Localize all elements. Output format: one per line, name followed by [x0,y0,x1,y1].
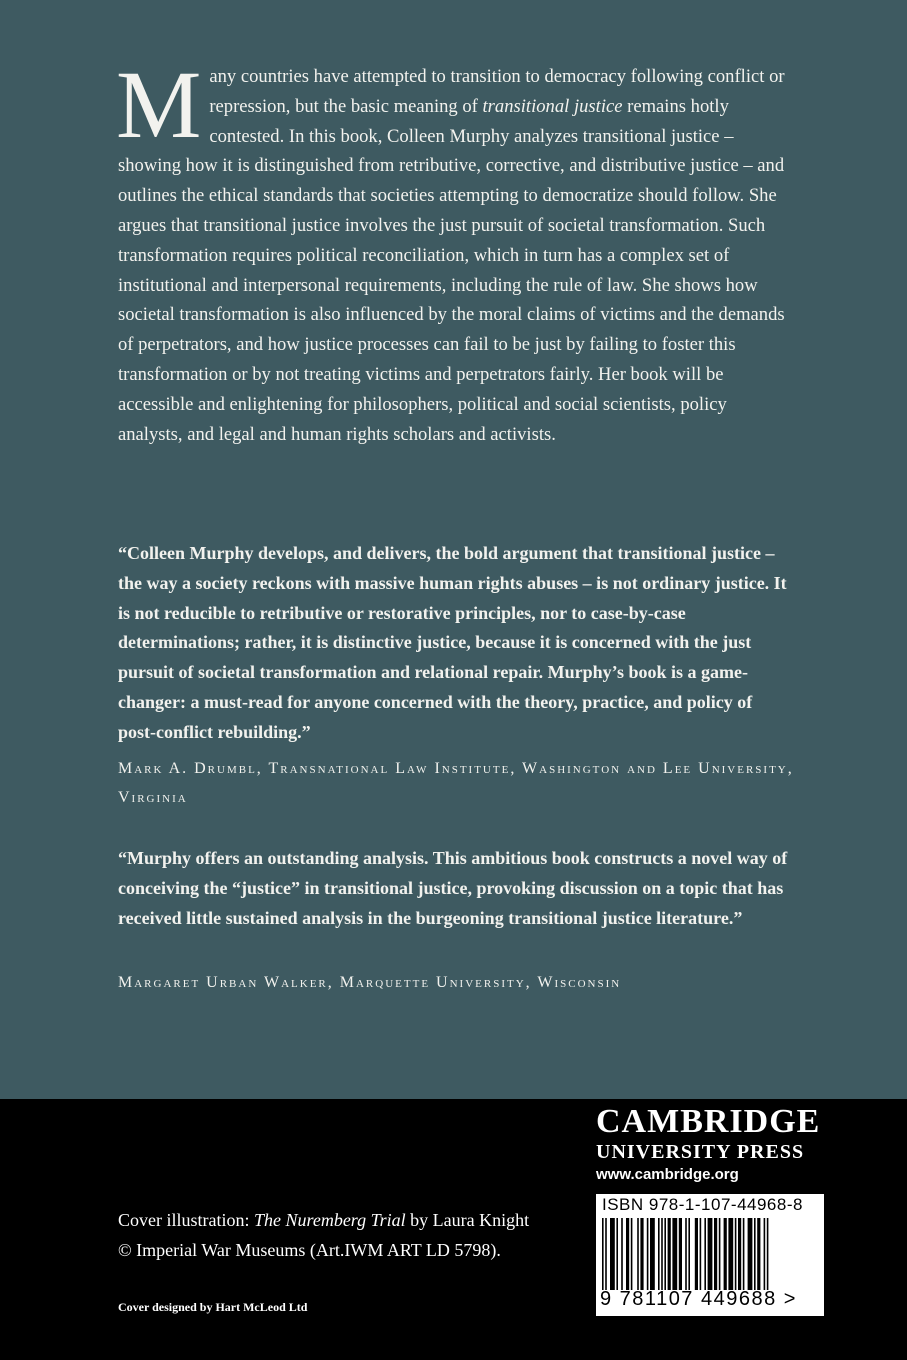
credit-title: The Nuremberg Trial [253,1210,406,1230]
endorsement-quote-2: “Murphy offers an outstanding analysis. This ambitious book constructs a novel way of conceiving the “justice” in transitional justice, provoking discussion on a topic that has received little sustained analysis in the burgeoning transitional justice literature.” [118,848,788,928]
publisher-url: www.cambridge.org [596,1166,739,1183]
blurb-text-1: any countries have attempted to transition to democracy following conflict or repression, but the basic meaning of [209,66,785,117]
credit-prefix: Cover illustration: [118,1210,254,1230]
endorsement-attribution-1: Mark A. Drumbl, Transnational Law Institute, Washington and Lee University, Virginia [118,760,794,806]
isbn-label: ISBN 978-1-107-44968-8 [602,1195,803,1214]
credit-suffix: by Laura Knight [405,1210,530,1230]
drop-cap: M [116,51,202,158]
blurb-text-2: remains hotly contested. In this book, Colleen Murphy analyzes transitional justice – showing how it is distinguished from retributive, corrective, and distributive justice – and outlines the ethical standards that societies attempting to democratize should follow. She argues that transitional justice involves the just pursuit of societal transformation. Such transformation requires political reconciliation, which in turn has a complex set of institutional and interpersonal requirements, including the rule of law. She shows how societal transformation is also influenced by the moral claims of victims and the demands of perpetrators, and how justice processes can fail to be just by failing to foster this transformation or by not treating victims and perpetrators fairly. Her book will be accessible and enlightening for philosophers, political and social scientists, policy analysts, and legal and human rights scholars and activists. [118,95,785,445]
publisher-logo [596,1103,836,1187]
endorsement-quote-1: “Colleen Murphy develops, and delivers, the bold argument that transitional justice – the way a society reckons with massive human rights abuses – is not ordinary justice. It is not reducible to retributive or restorative principles, nor to case-by-case determinations; rather, it is distinctive justice, because it is concerned with the just pursuit of societal transformation and relational repair. Murphy’s book is a game-changer: a must-read for anyone concerned with the theory, practice, and policy of post-conflict rebuilding.” [118,543,787,742]
publisher-subtitle: UNIVERSITY PRESS [596,1141,805,1163]
cover-designer-credit: Cover designed by Hart McLeod Ltd [118,1300,308,1314]
isbn-barcode [596,1194,824,1316]
barcode-bars [602,1218,818,1290]
endorsement-attribution-2: Margaret Urban Walker, Marquette University, Wisconsin [118,974,622,991]
back-cover-blurb [116,51,790,449]
credit-line2: © Imperial War Museums (Art.IWM ART LD 5798). [118,1239,501,1260]
barcode-digits: 9 781107 449688 > [600,1288,797,1310]
publisher-name: CAMBRIDGE [596,1103,821,1140]
cover-illustration-credit [118,1206,578,1265]
blurb-italic: transitional justice [482,95,623,117]
